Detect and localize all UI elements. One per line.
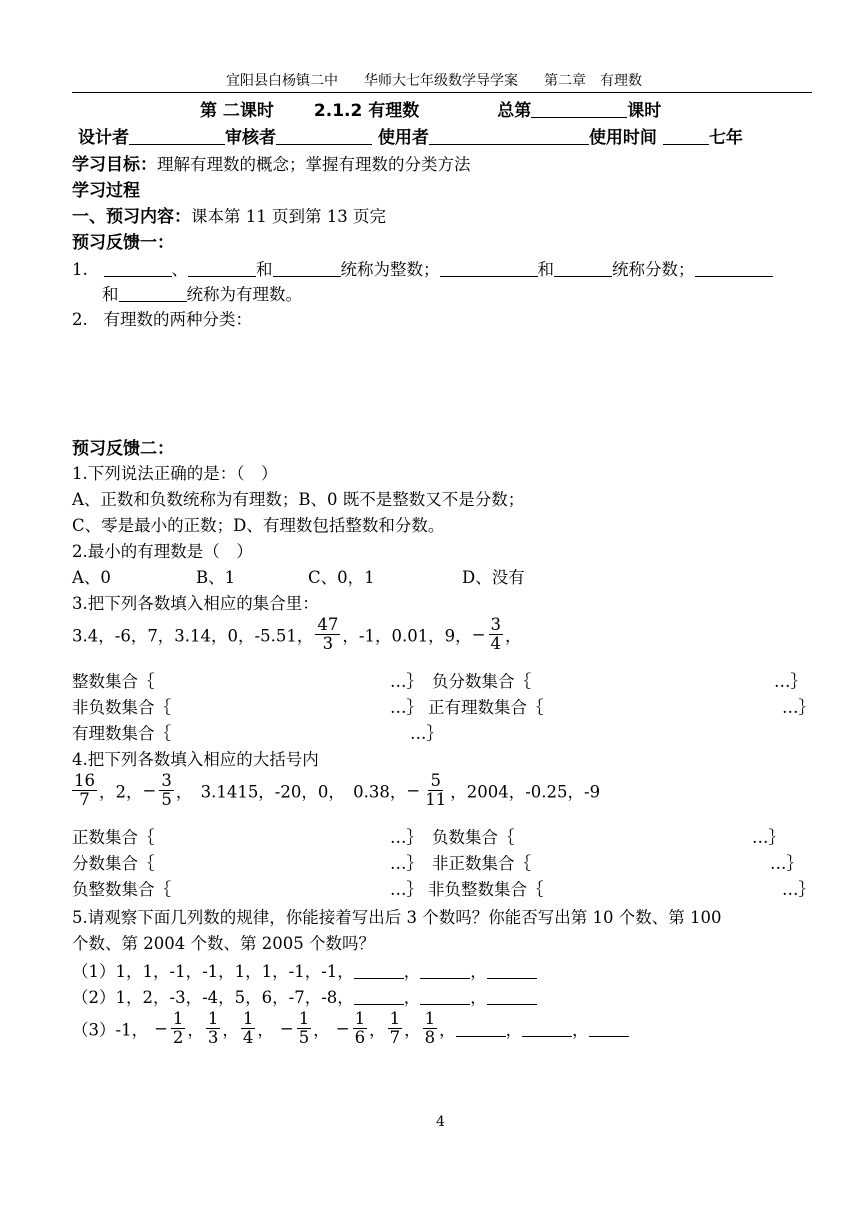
goal-label: 学习目标： bbox=[72, 155, 157, 175]
preview-content bbox=[72, 202, 386, 227]
fraction bbox=[423, 1010, 438, 1047]
fb2-q4: 4.把下列各数填入相应的大括号内 bbox=[72, 750, 319, 769]
header-school: 宜阳县白杨镇二中 bbox=[226, 73, 338, 89]
blank[interactable] bbox=[487, 988, 537, 1006]
q-number: 1. bbox=[72, 260, 88, 279]
fb2-q2-options bbox=[72, 564, 111, 588]
set-negative: 负数集合｛ bbox=[432, 828, 515, 847]
text: ， bbox=[439, 1020, 456, 1040]
fraction bbox=[388, 1010, 403, 1047]
designer-blank[interactable] bbox=[129, 127, 225, 145]
reviewer-label: 审核者 bbox=[225, 128, 276, 148]
fb1-q1-line2 bbox=[102, 281, 302, 305]
process-heading: 学习过程 bbox=[72, 181, 140, 201]
blank[interactable] bbox=[522, 1020, 572, 1038]
fb2-q5-line1: 5.请观察下面几列数的规律，你能接着写出后 3 个数吗？你能否写出第 10 个数、第 100 bbox=[72, 908, 722, 927]
sequence-3 bbox=[72, 1010, 629, 1047]
sequence-2 bbox=[72, 984, 537, 1008]
q-number: 2. bbox=[72, 310, 88, 329]
fb1-q2 bbox=[72, 306, 252, 330]
text: ， bbox=[403, 962, 421, 981]
fraction bbox=[171, 1010, 186, 1047]
denominator: 2 bbox=[172, 1028, 184, 1048]
meta-line bbox=[78, 123, 743, 148]
text: ，2004，-0.25，-9 bbox=[450, 782, 601, 802]
blank[interactable] bbox=[104, 260, 172, 278]
fraction bbox=[423, 772, 448, 809]
text: （1）1，1，-1，-1，1，1，-1，-1， bbox=[72, 962, 354, 981]
time-blank[interactable] bbox=[663, 127, 709, 145]
fb2-q1-options-cd: C、零是最小的正数；D、有理数包括整数和分数。 bbox=[72, 516, 445, 535]
denominator: 7 bbox=[79, 790, 90, 810]
set-positive: 正数集合｛ bbox=[72, 828, 155, 847]
text: ， bbox=[313, 1020, 330, 1040]
set-close: …｝ bbox=[774, 672, 807, 691]
text: 统称为整数； bbox=[340, 260, 440, 279]
blank[interactable] bbox=[554, 260, 612, 278]
text: 有理数的两种分类： bbox=[103, 310, 252, 329]
denominator: 4 bbox=[242, 1028, 254, 1048]
set-close: …｝ bbox=[390, 698, 423, 717]
text: （2）1，2，-3，-4，5，6，-7，-8， bbox=[72, 988, 354, 1007]
text: ， bbox=[404, 1020, 421, 1040]
header-rule bbox=[72, 92, 812, 93]
set-non-negative-integers: 非负整数集合｛ bbox=[428, 880, 544, 899]
option-a: A、0 bbox=[72, 568, 111, 587]
text: ， bbox=[222, 1020, 239, 1040]
set-close: …｝ bbox=[782, 880, 815, 899]
set-positive-rationals: 正有理数集合｛ bbox=[428, 698, 544, 717]
blank[interactable] bbox=[420, 988, 470, 1006]
numerator: 1 bbox=[354, 1009, 366, 1028]
total-suffix: 课时 bbox=[627, 101, 662, 121]
q4-number-list: $\frac{16}{7}$ ，2，− $\frac{3}{5}$ ， 3.1415，-20，0， 0.38，− $\frac{5}{11}$ ，2004，-0.25，-9 bbox=[74, 771, 601, 810]
blank[interactable] bbox=[420, 962, 470, 980]
preview-text: 课本第 11 页到第 13 页完 bbox=[191, 207, 386, 226]
grade-label: 七年 bbox=[708, 128, 743, 148]
header-chapter: 第二章 有理数 bbox=[544, 73, 642, 89]
blank[interactable] bbox=[589, 1020, 629, 1038]
text: 3.4，-6，7，3.14，0，-5.51， bbox=[72, 626, 314, 646]
fraction bbox=[72, 772, 97, 809]
designer-label: 设计者 bbox=[78, 128, 129, 148]
q3-number-list: 3.4，-6，7，3.14，0，-5.51， $\frac{47}{3}$ ，-1，0.01，9，− $\frac{3}{4}$ ， bbox=[72, 615, 522, 654]
set-fractions: 分数集合｛ bbox=[72, 854, 155, 873]
blank[interactable] bbox=[695, 260, 773, 278]
text: ， bbox=[505, 1020, 523, 1040]
set-close: …｝ bbox=[782, 698, 815, 717]
fraction bbox=[315, 616, 340, 653]
set-close: …｝ bbox=[410, 724, 443, 743]
text: 和 bbox=[256, 260, 273, 279]
set-close: …｝ bbox=[770, 854, 803, 873]
set-negative-integers: 负整数集合｛ bbox=[72, 880, 171, 899]
option-d: D、没有 bbox=[462, 568, 525, 587]
numerator: 3 bbox=[161, 771, 172, 790]
fb2-q5-line2: 个数、第 2004 个数、第 2005 个数吗？ bbox=[72, 934, 375, 953]
set-close: …｝ bbox=[390, 880, 423, 899]
text: 、 bbox=[171, 260, 188, 279]
blank[interactable] bbox=[273, 260, 341, 278]
sequence-1 bbox=[72, 958, 537, 982]
text: ，2， bbox=[99, 782, 143, 802]
text: ， bbox=[369, 1020, 386, 1040]
set-rationals: 有理数集合｛ bbox=[72, 724, 171, 743]
numerator: 1 bbox=[242, 1009, 254, 1028]
text: ， bbox=[403, 988, 421, 1007]
set-non-positive: 非正数集合｛ bbox=[432, 854, 531, 873]
running-header bbox=[226, 70, 642, 90]
numerator: 3 bbox=[490, 615, 502, 634]
blank[interactable] bbox=[354, 988, 404, 1006]
fraction bbox=[241, 1010, 256, 1047]
fb2-q1: 1.下列说法正确的是：（ ） bbox=[72, 464, 278, 483]
set-close: …｝ bbox=[390, 672, 423, 691]
numerator: 1 bbox=[207, 1009, 219, 1028]
denominator: 5 bbox=[298, 1028, 310, 1048]
user-label: 使用者 bbox=[377, 128, 429, 148]
text: ， 3.1415，-20，0， 0.38， bbox=[175, 782, 407, 802]
fraction bbox=[353, 1010, 368, 1047]
numerator: 1 bbox=[424, 1009, 436, 1028]
denominator: 6 bbox=[354, 1028, 366, 1048]
fraction bbox=[297, 1010, 312, 1047]
time-label: 使用时间 bbox=[588, 128, 657, 148]
numerator: 1 bbox=[389, 1009, 401, 1028]
feedback1-title: 预习反馈一： bbox=[72, 233, 174, 253]
text: ， bbox=[572, 1020, 589, 1040]
set-non-negative: 非负数集合｛ bbox=[72, 698, 171, 717]
lesson-topic: 2.1.2 有理数 bbox=[313, 101, 420, 121]
numerator: 5 bbox=[430, 771, 441, 790]
option-b: B、1 bbox=[196, 568, 236, 587]
set-negative-fractions: 负分数集合｛ bbox=[432, 672, 531, 691]
fraction bbox=[489, 616, 504, 653]
user-blank[interactable] bbox=[429, 127, 589, 145]
goal-text: 理解有理数的概念；掌握有理数的分类方法 bbox=[157, 155, 471, 174]
denominator: 11 bbox=[425, 790, 447, 810]
text: ， bbox=[257, 1020, 274, 1040]
fraction bbox=[206, 1010, 221, 1047]
numerator: 1 bbox=[298, 1009, 310, 1028]
denominator: 7 bbox=[389, 1028, 401, 1048]
blank[interactable] bbox=[188, 260, 256, 278]
text: ， bbox=[470, 988, 487, 1007]
text: 统称分数； bbox=[612, 260, 695, 279]
sequence-3-fractions: − $\frac{1}{2}$ ， $\frac{1}{3}$ ， $\frac{1}{4}$ ， − $\frac{1}{5}$ ， − $\frac{1}{6}$ ， $\frac{1}{7}$ ， $\frac{1}{8}$ ， bbox=[154, 1009, 456, 1048]
text: 和 bbox=[537, 260, 554, 279]
fb2-q1-options-ab: A、正数和负数统称为有理数；B、0 既不是整数又不是分数； bbox=[72, 490, 525, 509]
denominator: 4 bbox=[490, 634, 502, 654]
reviewer-blank[interactable] bbox=[276, 127, 372, 145]
text: （3）-1， bbox=[72, 1020, 149, 1040]
blank[interactable] bbox=[119, 285, 187, 303]
feedback2-title: 预习反馈二： bbox=[72, 439, 174, 459]
text: ， bbox=[505, 626, 522, 646]
lesson-title bbox=[200, 96, 661, 121]
learning-goal bbox=[72, 150, 471, 175]
denominator: 3 bbox=[322, 634, 334, 654]
total-blank[interactable] bbox=[531, 100, 627, 118]
set-close: …｝ bbox=[390, 828, 423, 847]
numerator: 1 bbox=[172, 1009, 184, 1028]
denominator: 5 bbox=[161, 790, 172, 810]
set-integers: 整数集合｛ bbox=[72, 672, 155, 691]
preview-label: 一、预习内容： bbox=[72, 207, 191, 227]
option-c: C、0，1 bbox=[308, 568, 375, 587]
blank[interactable] bbox=[456, 1020, 506, 1038]
blank[interactable] bbox=[487, 962, 537, 980]
text: ， bbox=[187, 1020, 204, 1040]
header-book: 华师大七年级数学导学案 bbox=[364, 73, 518, 89]
numerator: 16 bbox=[74, 771, 95, 790]
denominator: 8 bbox=[424, 1028, 436, 1048]
lesson-label: 第 二课时 bbox=[200, 101, 274, 121]
text: 和 bbox=[102, 285, 119, 304]
denominator: 3 bbox=[207, 1028, 219, 1048]
fb2-q3: 3.把下列各数填入相应的集合里： bbox=[72, 594, 319, 613]
set-close: …｝ bbox=[752, 828, 785, 847]
set-close: …｝ bbox=[390, 854, 423, 873]
text: ， bbox=[470, 962, 487, 981]
fb1-q1-line1 bbox=[72, 256, 773, 280]
fb2-q2: 2.最小的有理数是（ ） bbox=[72, 542, 253, 561]
blank[interactable] bbox=[354, 962, 404, 980]
page-number: 4 bbox=[436, 1114, 445, 1130]
text: ，-1，0.01，9， bbox=[342, 626, 472, 646]
numerator: 47 bbox=[317, 615, 339, 634]
fraction bbox=[159, 772, 174, 809]
text: 统称为有理数。 bbox=[186, 285, 302, 304]
total-label: 总第 bbox=[497, 101, 532, 121]
blank[interactable] bbox=[440, 260, 538, 278]
